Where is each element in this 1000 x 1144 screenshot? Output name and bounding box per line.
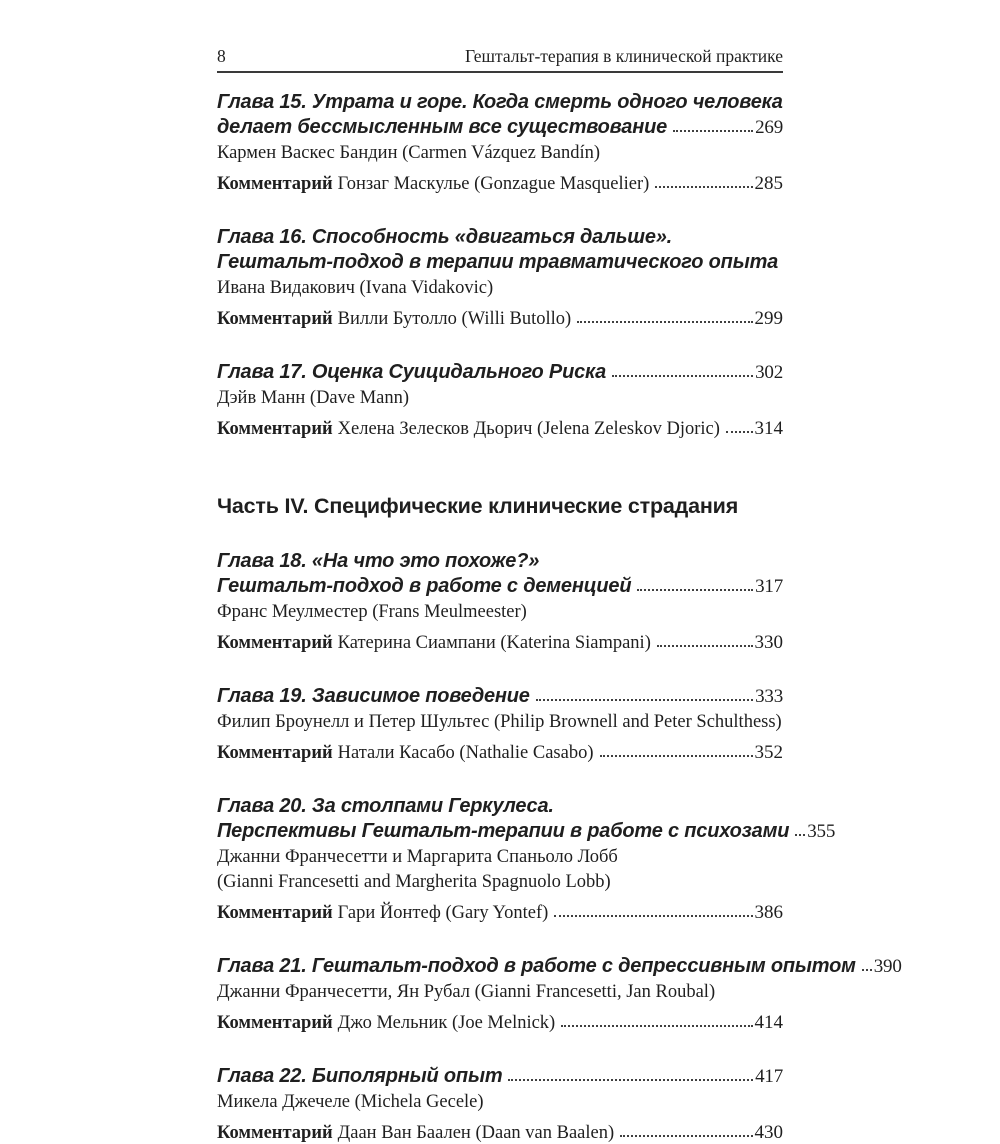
- comment-line: [217, 632, 783, 654]
- comment-line: [217, 742, 783, 764]
- toc-entry-ch21: [217, 954, 902, 1034]
- chapter-page-number: 417: [755, 1066, 783, 1087]
- comment-line: [217, 1012, 783, 1034]
- chapter-title-line: [217, 574, 783, 599]
- part-heading: Часть IV. Специфические клинические страдания: [217, 494, 739, 518]
- chapter-page-number: 317: [755, 576, 783, 597]
- chapter-title-text: Глава 17. Оценка Суицидального Риска: [217, 361, 607, 383]
- author-line: Ивана Видакович (Ivana Vidakovic): [217, 278, 494, 298]
- dot-leader: [655, 186, 752, 188]
- comment-label: Комментарий: [217, 1013, 333, 1033]
- dot-leader: [620, 1135, 752, 1137]
- comment-author: Джо Мельник (Joe Melnick): [337, 1013, 556, 1033]
- chapter-title-text: Глава 19. Зависимое поведение: [217, 685, 530, 707]
- comment-author: Вилли Бутолло (Willi Butollo): [337, 309, 572, 329]
- chapter-title-text: Глава 22. Биполярный опыт: [217, 1065, 503, 1087]
- dot-leader: [795, 834, 805, 836]
- chapter-page-number: 355: [807, 821, 836, 842]
- chapter-page-number: 302: [755, 362, 783, 383]
- book-page: [217, 0, 902, 1144]
- toc-entry-ch19: [217, 684, 783, 764]
- chapter-title-line: Глава 18. «На что это похоже?»: [217, 550, 540, 572]
- comment-page-number: 386: [754, 902, 783, 923]
- page-number: 8: [217, 46, 226, 66]
- comment-line: [217, 418, 783, 440]
- comment-label: Комментарий: [217, 419, 333, 439]
- author-line: Джанни Франчесетти и Маргарита Спаньоло Лобб: [217, 847, 618, 867]
- chapter-title-line: [217, 684, 783, 709]
- comment-page-number: 285: [754, 173, 783, 194]
- comment-line: [217, 308, 783, 330]
- chapter-title-text: Перспективы Гештальт-терапии в работе с психозами: [217, 820, 790, 842]
- comment-label: Комментарий: [217, 174, 333, 194]
- comment-page-number: 330: [754, 632, 783, 653]
- author-line: Кармен Васкес Бандин (Carmen Vázquez Bandín): [217, 143, 601, 163]
- author-line: (Gianni Francesetti and Margherita Spagnuolo Lobb): [217, 872, 611, 892]
- comment-author: Гари Йонтеф (Gary Yontef): [337, 903, 549, 923]
- chapter-title-text: делает бессмысленным все существование: [217, 116, 668, 138]
- dot-leader: [726, 431, 753, 433]
- running-title: Гештальт-терапия в клинической практике: [464, 46, 783, 66]
- chapter-title-line: [217, 360, 783, 385]
- toc-entry-ch16: [217, 225, 783, 330]
- chapter-title-line: [217, 115, 783, 140]
- dot-leader: [862, 969, 872, 971]
- dot-leader: [673, 130, 753, 132]
- comment-author: Гонзаг Маскулье (Gonzague Masquelier): [337, 174, 650, 194]
- comment-author: Натали Касабо (Nathalie Casabo): [337, 743, 594, 763]
- chapter-title-line: Гештальт-подход в терапии травматического опыта: [217, 251, 779, 273]
- chapter-page-number: 269: [755, 117, 783, 138]
- chapter-title-line: Глава 20. За столпами Геркулеса.: [217, 795, 554, 817]
- toc-entry-ch20: [217, 794, 836, 924]
- chapter-title-line: [217, 819, 836, 844]
- toc-entry-ch17: [217, 360, 783, 440]
- chapter-title-line: [217, 1064, 783, 1089]
- comment-line: [217, 173, 783, 195]
- dot-leader: [612, 375, 753, 377]
- author-line: Дэйв Манн (Dave Mann): [217, 388, 410, 408]
- comment-author: Даан Ван Баален (Daan van Baalen): [337, 1123, 615, 1143]
- dot-leader: [657, 645, 753, 647]
- comment-label: Комментарий: [217, 743, 333, 763]
- chapter-title-line: Глава 16. Способность «двигаться дальше».: [217, 226, 673, 248]
- page-header: [217, 46, 783, 73]
- author-line: Микела Джечеле (Michela Gecele): [217, 1092, 484, 1112]
- comment-page-number: 299: [754, 308, 783, 329]
- comment-label: Комментарий: [217, 1123, 333, 1143]
- toc-entry-ch22: [217, 1064, 783, 1144]
- comment-page-number: 414: [754, 1012, 783, 1033]
- dot-leader: [536, 699, 753, 701]
- chapter-page-number: 333: [755, 686, 783, 707]
- comment-label: Комментарий: [217, 903, 333, 923]
- dot-leader: [637, 589, 753, 591]
- comment-label: Комментарий: [217, 309, 333, 329]
- comment-page-number: 352: [754, 742, 783, 763]
- chapter-title-line: Глава 15. Утрата и горе. Когда смерть одного человека: [217, 91, 783, 113]
- toc-entry-ch15: [217, 90, 783, 195]
- chapter-title-text: Гештальт-подход в работе с деменцией: [217, 575, 632, 597]
- author-line: Франс Меулместер (Frans Meulmeester): [217, 602, 527, 622]
- chapter-page-number: 390: [873, 956, 902, 977]
- comment-line: [217, 902, 783, 924]
- comment-author: Хелена Зелесков Дьорич (Jelena Zeleskov Djoric): [337, 419, 720, 439]
- author-line: Филип Броунелл и Петер Шультес (Philip Brownell and Peter Schulthess): [217, 712, 782, 732]
- comment-author: Катерина Сиампани (Katerina Siampani): [337, 633, 651, 653]
- comment-label: Комментарий: [217, 633, 333, 653]
- dot-leader: [577, 321, 752, 323]
- dot-leader: [508, 1079, 753, 1081]
- comment-page-number: 314: [754, 418, 783, 439]
- chapter-title-line: [217, 954, 902, 979]
- comment-page-number: 430: [754, 1122, 783, 1143]
- author-line: Джанни Франчесетти, Ян Рубал (Gianni Francesetti, Jan Roubal): [217, 982, 716, 1002]
- dot-leader: [600, 755, 753, 757]
- comment-line: [217, 1122, 783, 1144]
- chapter-title-text: Глава 21. Гештальт-подход в работе с депрессивным опытом: [217, 955, 856, 977]
- toc-entry-ch18: [217, 549, 783, 654]
- dot-leader: [561, 1025, 752, 1027]
- dot-leader: [554, 915, 752, 917]
